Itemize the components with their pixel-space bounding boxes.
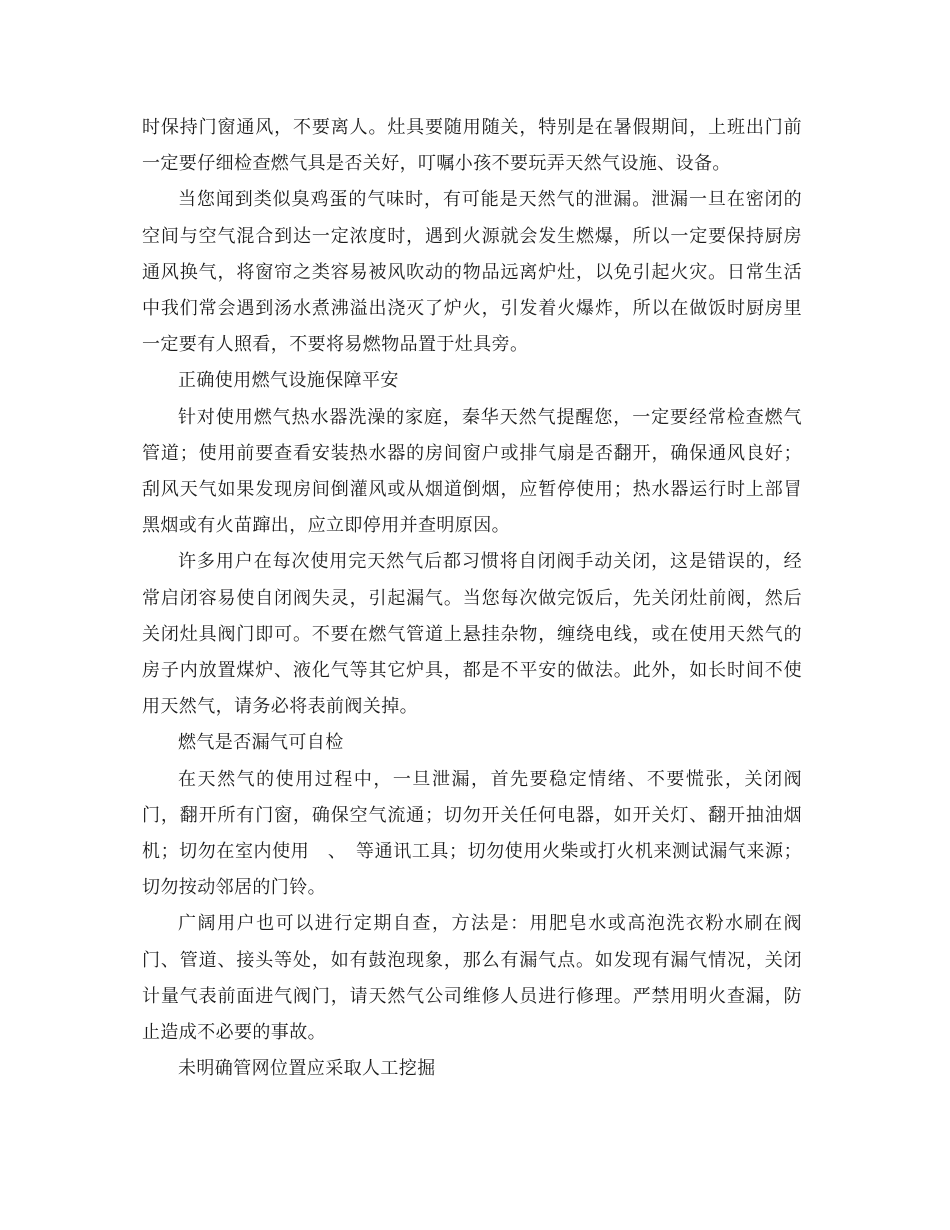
section-heading-manual-digging: 未明确管网位置应采取人工挖掘 [178, 1058, 436, 1080]
paragraph-gas-leak-smell: 当您闻到类似臭鸡蛋的气味时，有可能是天然气的泄漏。泄漏一旦在密闭的空间与空气混合到达一定浓度时，遇到火源就会发生燃爆，所以一定要保持厨房通风换气，将窗帘之类容易被风吹动的物品远离炉灶，以免引起火灾。日常生活中我们常会遇到汤水煮沸溢出浇灭了炉火，引发着火爆炸，所以在做饭时厨房里一定要有人照看，不要将易燃物品置于灶具旁。 [142, 189, 802, 356]
paragraph-water-heater: 针对使用燃气热水器洗澡的家庭，秦华天然气提醒您，一定要经常检查燃气管道；使用前要查看安装热水器的房间窗户或排气扇是否翻开，确保通风良好；刮风天气如果发现房间倒灌风或从烟道倒烟，应暂停使用；热水器运行时上部冒黑烟或有火苗蹿出，应立即停用并查明原因。 [142, 406, 802, 537]
document-body [142, 110, 802, 1087]
section-heading-safe-use: 正确使用燃气设施保障平安 [178, 370, 399, 392]
paragraph-continued: 时保持门窗通风，不要离人。灶具要随用随关，特别是在暑假期间，上班出门前一定要仔细检查燃气具是否关好，叮嘱小孩不要玩弄天然气设施、设备。 [142, 117, 802, 175]
paragraph-self-inspection: 广阔用户也可以进行定期自查，方法是：用肥皂水或高泡洗衣粉水刷在阀门、管道、接头等处，如有鼓泡现象，那么有漏气点。如发现有漏气情况，关闭计量气表前面进气阀门，请天然气公司维修人员进行修理。严禁用明火查漏，防止造成不必要的事故。 [142, 913, 802, 1044]
paragraph-shutoff-valve: 许多用户在每次使用完天然气后都习惯将自闭阀手动关闭，这是错误的，经常启闭容易使自闭阀失灵，引起漏气。当您每次做完饭后，先关闭灶前阀，然后关闭灶具阀门即可。不要在燃气管道上悬挂杂物，缠绕电线，或在使用天然气的房子内放置煤炉、液化气等其它炉具，都是不平安的做法。此外，如长时间不使用天然气，请务必将表前阀关掉。 [142, 551, 802, 718]
section-heading-self-check: 燃气是否漏气可自检 [178, 732, 344, 754]
paragraph-leak-response: 在天然气的使用过程中，一旦泄漏，首先要稳定情绪、不要慌张，关闭阀门，翻开所有门窗，确保空气流通；切勿开关任何电器，如开关灯、翻开抽油烟机；切勿在室内使用 、 等通讯工具；切勿使用火柴或打火机来测试漏气来源；切勿按动邻居的门铃。 [142, 768, 802, 899]
